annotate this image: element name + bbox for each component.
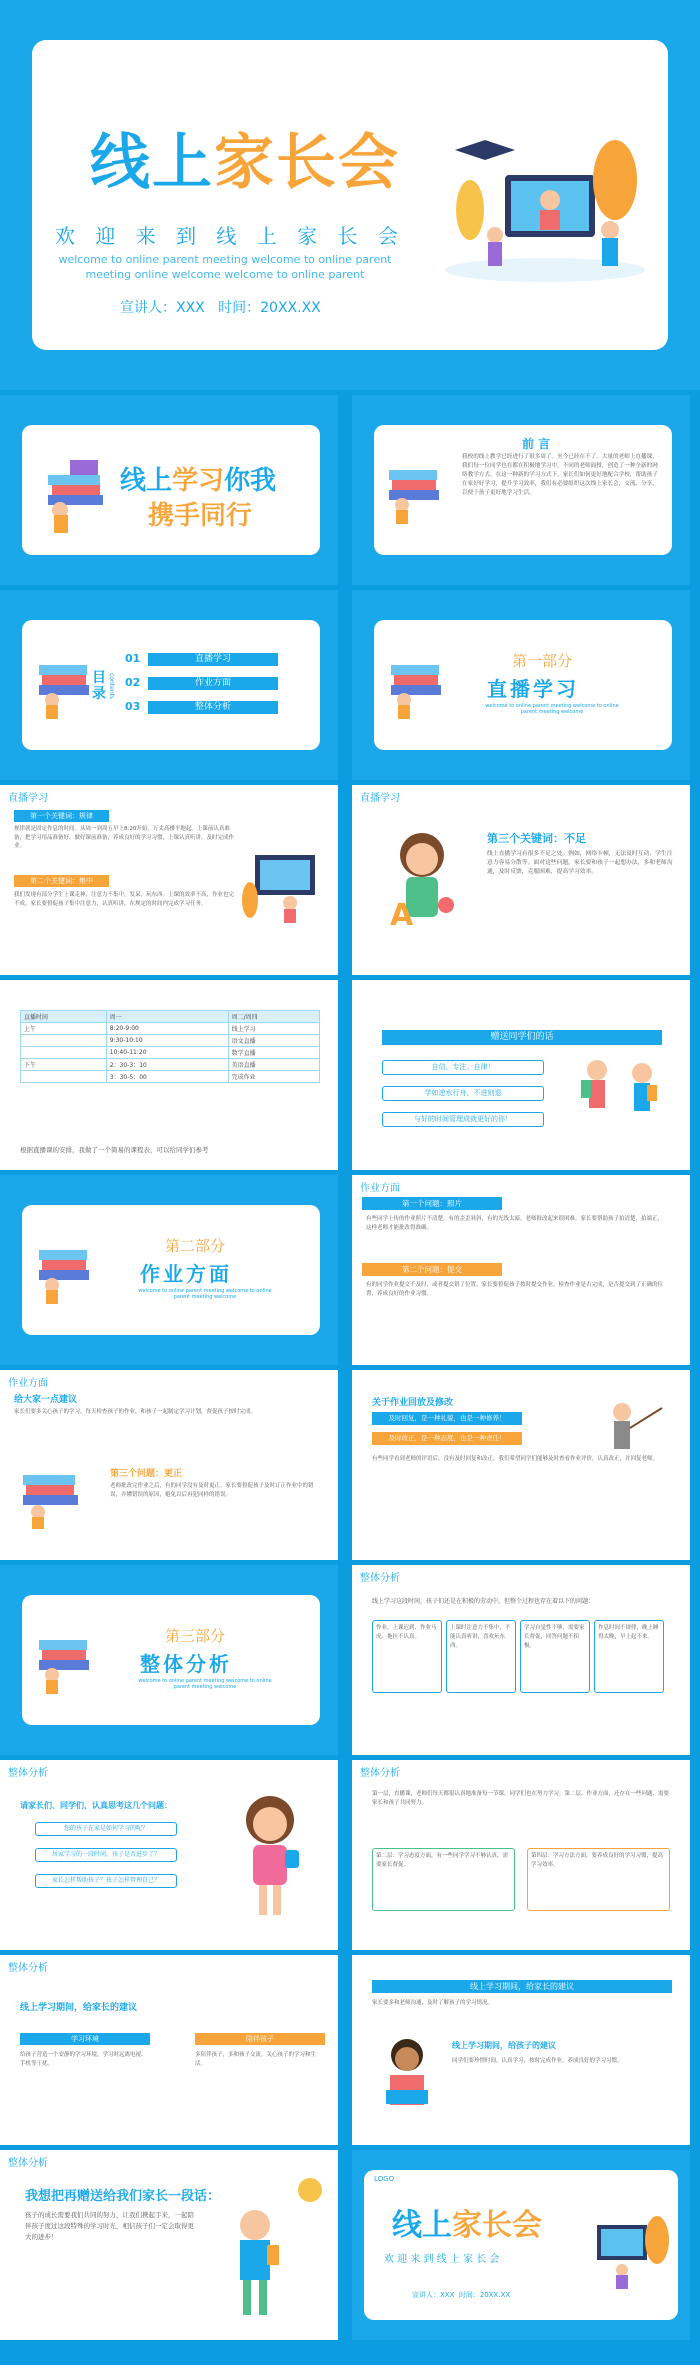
table-cell: 周一 xyxy=(106,1011,228,1023)
advice-tag-1: 学习环境 xyxy=(20,2033,150,2045)
contents-num-1: 01 xyxy=(125,652,141,665)
level-card-2: 第四层：学习方法方面，要养成良好的学习习惯，提高学习效率。 xyxy=(527,1848,670,1911)
question-1: 您的孩子在家是如何学习的呢？ xyxy=(35,1822,177,1836)
table-cell: 下午 xyxy=(21,1059,107,1071)
analysis-card-1: 作业、上课迟到、作业马虎、拖拉不认真。 xyxy=(372,1620,442,1693)
issue-3-title: 第三个问题：更正 xyxy=(110,1469,183,1479)
part-label: 第二部分 xyxy=(165,1237,226,1255)
preface-title: 前 言 xyxy=(522,437,551,451)
table-cell: 上午 xyxy=(21,1023,107,1035)
slide-header: 作业方面 xyxy=(8,1378,48,1389)
closing-words-title: 我想把再赠送给我们家长一段话： xyxy=(25,2189,221,2204)
advice-tag-2: 陪伴孩子 xyxy=(195,2033,325,2045)
contents-num-2: 02 xyxy=(125,676,141,689)
sun-kids-illustration xyxy=(205,2170,330,2330)
contents-item-2[interactable]: 作业方面 xyxy=(148,677,278,690)
boy-reading-illustration xyxy=(372,2035,442,2125)
part-label: 第三部分 xyxy=(165,1627,226,1645)
slide-header: 直播学习 xyxy=(360,793,400,804)
keyword-2-text: 我们发现有部分学生上课走神，注意力不集中，发呆，玩东西。上课的效率不高，作业也完不成。家长要督促孩子集中注意力，认真听讲，在规定的时间内完成学习任务。 xyxy=(14,892,235,907)
end-title-part-a: 线上 xyxy=(392,2208,452,2243)
slide-analysis-levels xyxy=(352,1760,690,1950)
words-line-3: 与好的时间管理成就更好的你！ xyxy=(382,1112,544,1127)
slide-suggestions xyxy=(0,1370,338,1560)
title-part-b: 家长会 xyxy=(214,128,400,198)
slide-homework-replay xyxy=(352,1370,690,1560)
part-title: 直播学习 xyxy=(487,677,579,701)
issue-2-badge: 第二个问题：提交 xyxy=(362,1263,502,1276)
part-en: welcome to online parent meeting welcome to online parent meeting welcome xyxy=(138,1288,272,1300)
words-banner: 赠送同学们的话 xyxy=(382,1030,662,1045)
slide-parent-advice xyxy=(0,1955,338,2145)
advice-title: 线上学习期间，给家长的建议 xyxy=(20,2003,138,2013)
replay-text: 有些同学看到老师的评语后，没有及时回复和改正。我们希望同学们能够及时查看作业评价，认真改正，并回复老师。 xyxy=(372,1456,659,1462)
slide-part-three xyxy=(0,1565,338,1755)
end-subtitle: 欢 迎 来 到 线 上 家 长 会 xyxy=(384,2254,500,2265)
slide2-line1 xyxy=(120,460,276,497)
slide-questions xyxy=(0,1760,338,1950)
table-cell: 数学直播 xyxy=(228,1047,319,1059)
slide-analysis-issues xyxy=(352,1565,690,1755)
cover-teacher-illustration xyxy=(435,120,655,290)
end-title xyxy=(392,2200,542,2244)
analysis-card-3: 学习自觉性不够，需要家长督促，回答问题不积极。 xyxy=(520,1620,590,1693)
level-card-1: 第二层：学习态度方面，有一些同学学习不够认真，需要家长督促。 xyxy=(372,1848,515,1911)
line1-part-c: 你我 xyxy=(224,466,277,496)
girl-with-letter-illustration xyxy=(382,825,462,935)
part-title: 作业方面 xyxy=(140,1262,232,1286)
cover-title xyxy=(90,115,400,201)
replay-banner-1: 及时回复，是一种礼貌，也是一种修养！ xyxy=(372,1412,522,1425)
slide-student-advice xyxy=(352,1955,690,2145)
books-illustration xyxy=(384,455,444,525)
end-speaker-label: 宣讲人：XXX xyxy=(412,2291,455,2299)
table-cell xyxy=(21,1047,107,1059)
issue-3-text: 老师批改完作业之后，有的同学没有及时更正。家长要督促孩子及时订正作业中的错误，弄懂错误的原因，避免以后再犯同样的错误。 xyxy=(110,1483,314,1498)
slide-header: 整体分析 xyxy=(360,1768,400,1779)
question-2: 居家学习的一段时间，孩子是否进步了？ xyxy=(35,1848,177,1862)
slide-end-cover xyxy=(352,2150,690,2340)
slide-header: 整体分析 xyxy=(8,1768,48,1779)
timetable xyxy=(20,1010,320,1083)
slide-header: 整体分析 xyxy=(8,1963,48,1974)
books-illustration xyxy=(34,650,94,720)
slide-timetable xyxy=(0,980,338,1170)
slide-part-one xyxy=(352,590,690,780)
books-illustration xyxy=(40,455,110,535)
time-label: 时间：20XX.XX xyxy=(218,300,321,316)
part-en: welcome to online parent meeting welcome to online parent meeting welcome xyxy=(138,1678,272,1690)
keyword-3-title: 第三个关键词：不足 xyxy=(487,832,586,845)
books-illustration xyxy=(34,1235,94,1305)
books-illustration xyxy=(34,1625,94,1695)
suggestion-text: 家长们要多关心孩子的学习，每天检查孩子的作业，和孩子一起制定学习计划，督促孩子按时完成。 xyxy=(14,1409,257,1415)
table-row xyxy=(21,1035,320,1047)
books-illustration xyxy=(386,650,446,720)
slide-learn-together xyxy=(0,395,338,585)
slide-preface xyxy=(352,395,690,585)
cover-slide xyxy=(0,0,700,390)
table-row xyxy=(21,1011,320,1023)
student-advice-title-2: 线上学习期间，给孩子的建议 xyxy=(452,2041,556,2050)
student-advice-text-1: 家长要多和老师沟通，及时了解孩子的学习情况。 xyxy=(372,2000,494,2006)
words-line-1: 自信、专注、自律！ xyxy=(382,1060,544,1075)
slide-keyword-3 xyxy=(352,785,690,975)
table-row xyxy=(21,1047,320,1059)
teacher-board-illustration xyxy=(240,845,330,925)
student-advice-text-2: 同学们要珍惜时间，认真学习，按时完成作业，养成良好的学习习惯。 xyxy=(452,2058,623,2064)
slide-homework-issues xyxy=(352,1175,690,1365)
issue-2-text: 有的同学作业提交不及时，或者提交错了位置。家长要督促孩子按时提交作业，检查作业是否完成，是否提交到了正确的位置，养成良好的作业习惯。 xyxy=(366,1282,664,1297)
contents-item-3[interactable]: 整体分析 xyxy=(148,701,278,714)
table-cell xyxy=(21,1035,107,1047)
teacher-pointing-illustration xyxy=(592,1400,672,1460)
table-cell: 直播时间 xyxy=(21,1011,107,1023)
timetable-caption: 根据直播课的安排，我做了一个简易的课程表，可以给同学们参考 xyxy=(20,1146,209,1154)
slide-keyword-1-2 xyxy=(0,785,338,975)
cover-logo: LOGO xyxy=(50,52,98,70)
closing-words-text: 孩子的成长需要我们共同的努力，让我们携起手来，一起陪伴孩子度过这段特殊的学习时光，相信孩子们一定会取得更大的进步！ xyxy=(25,2211,194,2241)
keyword-3-text: 线上直播学习有很多不足之处。例如，网络卡顿，无法及时互动，学生注意力容易分散等。面对这些问题，家长要和孩子一起想办法，多和老师沟通，及时反馈，克服困难，提高学习效率。 xyxy=(487,851,673,875)
end-time-label: 时间：20XX.XX xyxy=(458,2291,511,2299)
slide-words-for-students xyxy=(352,980,690,1170)
table-cell: 9:30-10:10 xyxy=(106,1035,228,1047)
table-cell: 3：30-5：00 xyxy=(106,1071,228,1083)
books-illustration xyxy=(18,1460,88,1530)
replay-title: 关于作业回放及修改 xyxy=(372,1398,454,1408)
slide-header: 整体分析 xyxy=(360,1573,400,1584)
part-label: 第一部分 xyxy=(512,652,573,670)
student-advice-banner: 线上学习期间，给家长的建议 xyxy=(372,1980,672,1993)
running-kids-illustration xyxy=(567,1055,677,1135)
issue-1-text: 有些同学上传的作业照片不清楚，有的歪歪斜斜，有的光线太暗。老师批改起来很困难。家长要帮助孩子拍清楚，拍端正，这样老师才能批改得准确。 xyxy=(366,1216,664,1231)
table-cell: 语文直播 xyxy=(228,1035,319,1047)
slide-header: 作业方面 xyxy=(360,1183,400,1194)
table-cell: 线上学习 xyxy=(228,1023,319,1035)
issue-1-badge: 第一个问题：照片 xyxy=(362,1197,502,1210)
line1-part-a: 线上 xyxy=(120,466,173,496)
table-cell: 2：30-3：10 xyxy=(106,1059,228,1071)
levels-text: 第一层，直播课，老师们每天都很认真地准备每一节课，同学们也在努力学习。第二层，作业方面，还存在一些问题，需要家长和孩子共同努力。 xyxy=(372,1791,670,1806)
cover-subtitle: 欢 迎 来 到 线 上 家 长 会 xyxy=(55,224,405,248)
table-cell: 8:20-9:00 xyxy=(106,1023,228,1035)
advice-text-1: 给孩子营造一个安静的学习环境，学习时远离电视、手机等干扰。 xyxy=(20,2052,147,2067)
keyword-2-badge: 第二个关键词：集中 xyxy=(14,875,109,887)
contents-label: 目录 xyxy=(92,670,106,702)
svg-text:A: A xyxy=(390,898,414,933)
preface-body: 我校的线上教学已经进行了很多周了。至今已经在不了。大量的老师上直播课，我们每一位同学也在都在积极地学习中，不同的老师面授，创造了一种全新的网络教学方式。在这一种新的学习方式下，家长们如何更好地配合学校，帮助孩子在家好好学习，提升学习效率，我们有必要组织这次线上家长会，交流、分享，以便于孩子更好地学习生活。 xyxy=(462,454,658,496)
part-en: welcome to online parent meeting welcome to online parent meeting welcome xyxy=(485,703,619,715)
end-title-part-b: 家长会 xyxy=(452,2208,542,2243)
table-cell xyxy=(21,1071,107,1083)
cover-subtitle-en: welcome to online parent meeting welcome to online parent meeting online welcome welcome to online parent xyxy=(58,253,392,281)
slide2-line2: 携手同行 xyxy=(148,501,253,531)
question-3: 家长怎样帮助孩子？孩子怎样管理自己？ xyxy=(35,1874,177,1888)
analysis-card-2: 上课时注意力不集中，不能认真听讲，喜欢玩东西。 xyxy=(446,1620,516,1693)
analysis-card-4: 作息时间不规律，晚上睡得太晚，早上起不来。 xyxy=(594,1620,664,1693)
end-speaker xyxy=(412,2290,510,2300)
table-row xyxy=(21,1023,320,1035)
replay-banner-2: 及时改正，是一种态度，也是一种责任！ xyxy=(372,1432,522,1445)
slide-header: 整体分析 xyxy=(8,2158,48,2169)
advice-text-2: 多陪伴孩子，多和孩子交流，关心孩子的学习和生活。 xyxy=(195,2052,317,2067)
cover-speaker xyxy=(120,297,321,317)
table-cell: 10:40-11:20 xyxy=(106,1047,228,1059)
slide-closing-words xyxy=(0,2150,338,2340)
keyword-1-badge: 第一个关键词：规律 xyxy=(14,810,109,822)
questions-title: 请家长们、同学们，认真思考这几个问题： xyxy=(20,1801,172,1810)
girl-with-bag-illustration xyxy=(225,1790,315,1930)
line1-part-b: 学习 xyxy=(172,466,225,496)
words-line-2: 学如逆水行舟，不进则退 xyxy=(382,1086,544,1101)
analysis-intro: 线上学习这段时间，孩子们还是在积极的劳动中，但整个过程也存在着以下的问题： xyxy=(372,1598,595,1605)
contents-item-1[interactable]: 直播学习 xyxy=(148,653,278,666)
contents-label-en: contents xyxy=(108,673,115,700)
table-cell: 周二/周四 xyxy=(228,1011,319,1023)
keyword-1-text: 规律就是固定作息的时间。从周一到周五早上8:20开始，万丈高楼平地起。上课前认真准备，把学习用品准备好，做好课前准备，养成良好的学习习惯，上课认真听讲，及时完成作业。 xyxy=(14,826,235,849)
part-title: 整体分析 xyxy=(140,1652,232,1676)
title-part-a: 线上 xyxy=(90,128,214,198)
slide-part-two xyxy=(0,1175,338,1365)
speaker-label: 宣讲人：XXX xyxy=(120,300,205,316)
table-row xyxy=(21,1059,320,1071)
slide-contents xyxy=(0,590,338,780)
slide-header: 直播学习 xyxy=(8,793,48,804)
suggestion-title: 给大家一点建议 xyxy=(14,1395,78,1405)
end-logo: LOGO xyxy=(374,2175,395,2183)
end-teacher-illustration xyxy=(577,2205,672,2290)
table-cell: 英语直播 xyxy=(228,1059,319,1071)
table-cell: 完成作业 xyxy=(228,1071,319,1083)
contents-num-3: 03 xyxy=(125,700,141,713)
table-row xyxy=(21,1071,320,1083)
